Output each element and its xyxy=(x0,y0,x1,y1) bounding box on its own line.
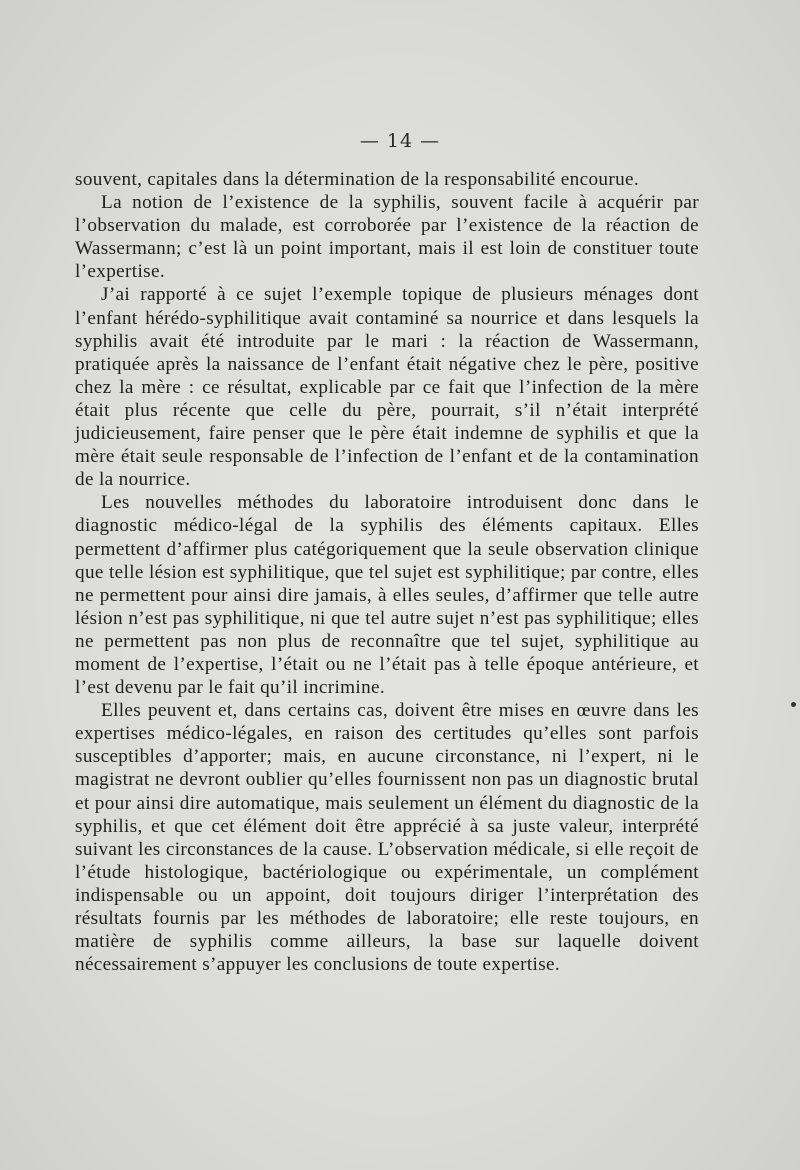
paragraph-5: Elles peuvent et, dans certains cas, doivent être mises en œuvre dans les expertises médico-légales, en raison des certitudes qu’elles sont parfois susceptibles d’apporter; mais, en aucune circonstance, ni l’expert, ni le magistrat ne devront oublier qu’elles fournissent non pas un diagnostic brutal et pour ainsi dire automatique, mais seulement un élément du diagnostic de la syphilis, et que cet élément doit être apprécié à sa juste valeur, interprété suivant les circonstances de la cause. L’observation médicale, si elle reçoit de l’étude histologique, bactériologique ou expérimentale, un complément indispensable ou un appoint, doit toujours diriger l’interprétation des résultats fournis par les méthodes de laboratoire; elle reste toujours, en matière de syphilis comme ailleurs, la base sur laquelle doivent nécessairement s’appuyer les conclusions de toute expertise. xyxy=(75,700,699,976)
paragraph-2: La notion de l’existence de la syphilis, souvent facile à acquérir par l’observation du malade, est corroborée par l’existence de la réaction de Wassermann; c’est là un point important, mais il est loin de constituer toute l’expertise. xyxy=(75,192,699,283)
page-number: — 14 — xyxy=(359,130,441,152)
paragraph-3: J’ai rapporté à ce sujet l’exemple topique de plusieurs ménages dont l’enfant hérédo-syphilitique avait contaminé sa nourrice et dans lesquels la syphilis avait été introduite par le mari : la réaction de Wassermann, pratiquée après la naissance de l’enfant était négative chez le père, positive chez la mère : ce résultat, explicable par ce fait que l’infection de la mère était plus récente que celle du père, pourrait, s’il n’était interprété judicieusement, faire penser que le père était indemne de syphilis et que la mère était seule responsable de l’infection de l’enfant et de la contamination de la nourrice. xyxy=(75,284,699,491)
print-speck xyxy=(791,702,796,707)
body-text xyxy=(75,168,699,976)
paragraph-4: Les nouvelles méthodes du laboratoire introduisent donc dans le diagnostic médico-légal de la syphilis des éléments capitaux. Elles permettent d’affirmer plus catégoriquement que la seule observation clinique que telle lésion est syphilitique, que tel sujet est syphilitique; par contre, elles ne permettent pour ainsi dire jamais, à elles seules, d’affirmer que telle autre lésion n’est pas syphilitique, ni que tel autre sujet n’est pas syphilitique; elles ne permettent pas non plus de reconnaître que tel sujet, syphilitique au moment de l’expertise, l’était ou ne l’était pas à telle époque antérieure, et l’est devenu par le fait qu’il incrimine. xyxy=(75,492,699,699)
paragraph-1: souvent, capitales dans la détermination de la responsabilité encourue. xyxy=(75,169,640,190)
